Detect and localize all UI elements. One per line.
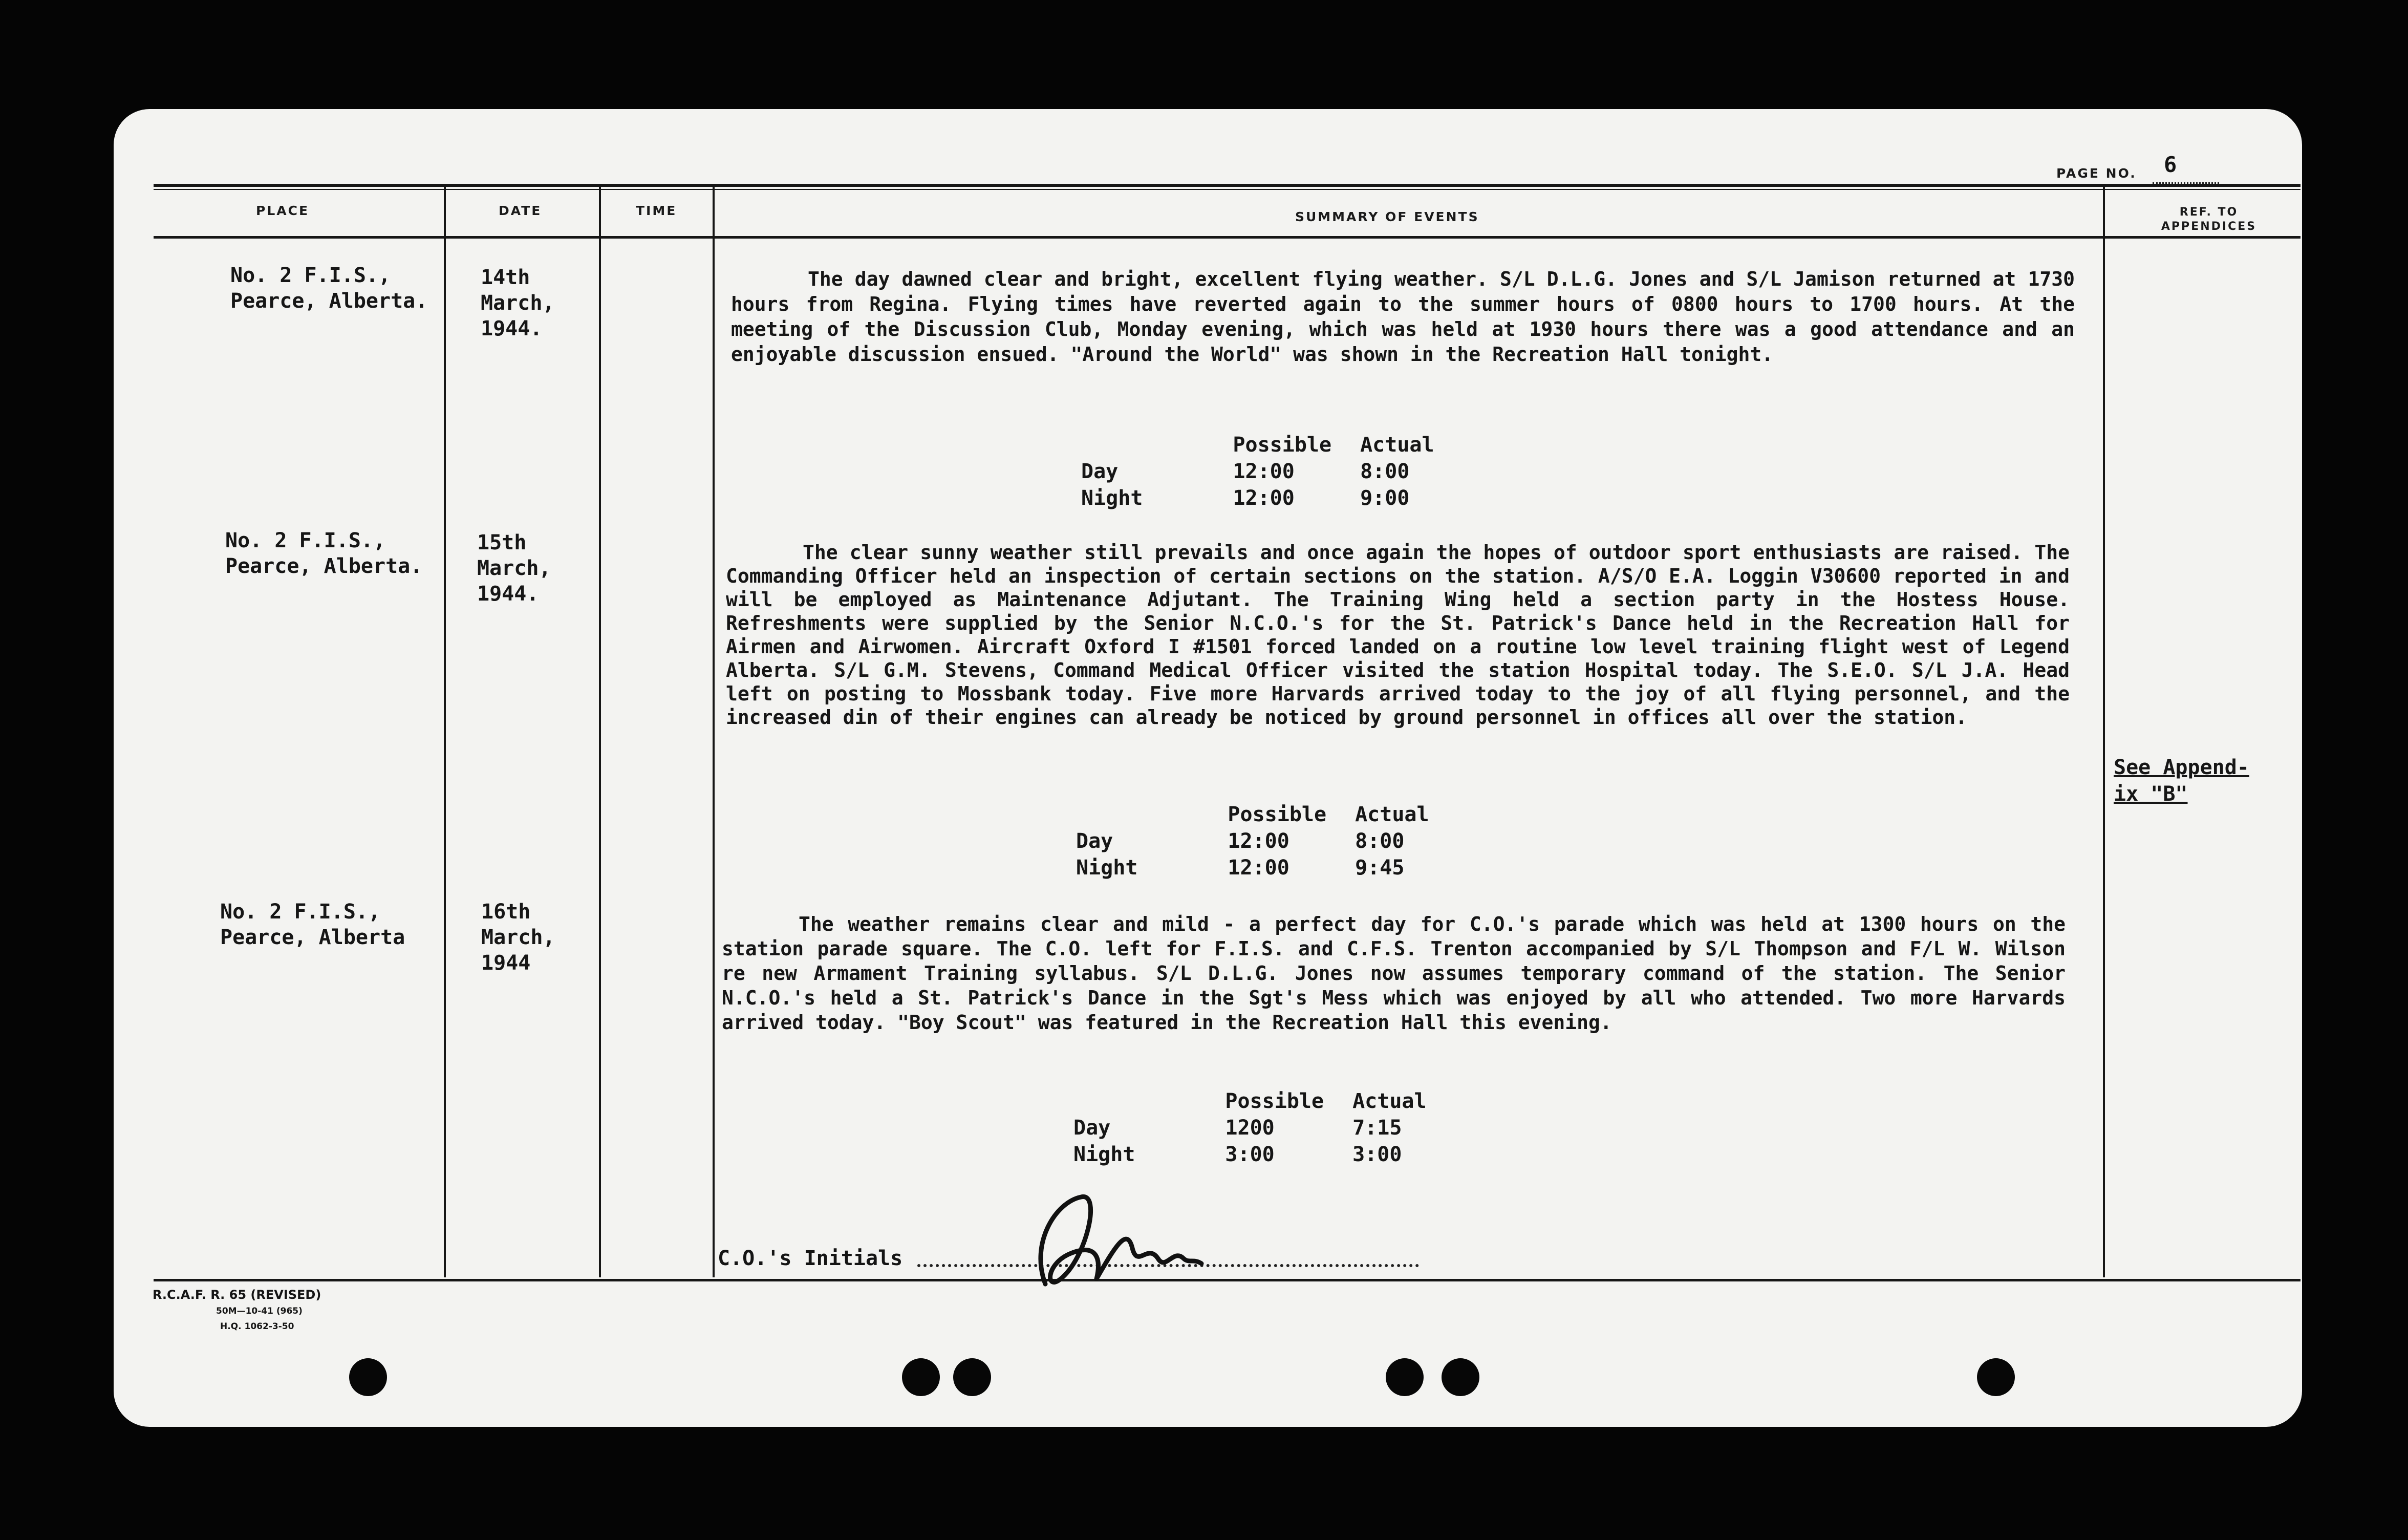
- form-sheet: [114, 109, 2302, 1427]
- row-label: Day: [1076, 829, 1113, 853]
- signature-icon: [1025, 1182, 1230, 1304]
- form-code-print-run: 50M—10-41 (965): [216, 1306, 303, 1316]
- possible-value: 12:00: [1233, 486, 1295, 510]
- actual-value: 8:00: [1355, 829, 1405, 853]
- binder-hole: [1977, 1358, 2015, 1396]
- col-possible: Possible: [1233, 433, 1332, 457]
- row-label: Night: [1081, 486, 1143, 510]
- binder-hole: [902, 1358, 940, 1396]
- entry-date: 15th March, 1944.: [477, 531, 551, 606]
- col-actual: Actual: [1352, 1089, 1427, 1113]
- binder-hole: [1386, 1358, 1424, 1396]
- header-rule: [154, 236, 2300, 239]
- row-label: Night: [1076, 856, 1138, 880]
- possible-value: 3:00: [1225, 1143, 1275, 1166]
- appendix-reference: See Append- ix "B": [2114, 756, 2249, 806]
- col-possible: Possible: [1225, 1089, 1324, 1113]
- entry-summary: The day dawned clear and bright, excellent flying weather. S/L D.L.G. Jones and S/L Jamison returned at 1730 hours from Regina. Flying times have reverted again to the summer hours of 0800 hours to 1700 hours. At the meeting of the Discussion Club, Monday evening, which was held at 1930 hours there was a good attendance and an enjoyable discussion ensued. "Around the World" was shown in the Recreation Hall tonight.: [731, 268, 2075, 366]
- col-actual: Actual: [1360, 433, 1434, 457]
- flying-times-table: [1076, 801, 1448, 881]
- entry-place: No. 2 F.I.S., Pearce, Alberta.: [230, 264, 428, 313]
- actual-value: 3:00: [1352, 1143, 1402, 1166]
- col-possible: Possible: [1228, 803, 1327, 826]
- binder-hole: [349, 1358, 387, 1396]
- form-code: R.C.A.F. R. 65 (REVISED): [153, 1288, 321, 1302]
- form-code-hq: H.Q. 1062-3-50: [220, 1321, 294, 1332]
- row-label: Day: [1073, 1116, 1111, 1140]
- entry-place: No. 2 F.I.S., Pearce, Alberta: [220, 900, 405, 949]
- col-divider-summary: [2103, 187, 2105, 1277]
- header-ref: REF. TO APPENDICES: [2161, 206, 2257, 233]
- possible-value: 12:00: [1228, 856, 1289, 880]
- possible-value: 1200: [1225, 1116, 1275, 1140]
- actual-value: 9:45: [1355, 856, 1405, 880]
- entry-date: 14th March, 1944.: [481, 266, 555, 340]
- header-summary: SUMMARY OF EVENTS: [1295, 209, 1479, 224]
- co-initials-label: C.O.'s Initials: [718, 1247, 903, 1270]
- flying-times-table: [1073, 1088, 1445, 1168]
- possible-value: 12:00: [1233, 460, 1295, 483]
- actual-value: 7:15: [1352, 1116, 1402, 1140]
- possible-value: 12:00: [1228, 829, 1289, 853]
- col-divider-time: [713, 187, 715, 1277]
- actual-value: 9:00: [1360, 486, 1410, 510]
- col-divider-place: [444, 187, 446, 1277]
- row-label: Day: [1081, 460, 1119, 483]
- entry-date: 16th March, 1944: [481, 900, 555, 975]
- header-place: PLACE: [256, 203, 310, 218]
- entry-summary: The clear sunny weather still prevails and once again the hopes of outdoor sport enthusiasts are raised. The Commanding Officer held an inspection of certain sections on the station. A/S/O E.A. Loggin V30600 reported in and will be employed as Maintenance Adjutant. The Training Wing held a section party in the Hostess House. Refreshments were supplied by the Senior N.C.O.'s for the St. Patrick's Dance held in the Recreation Hall for Airmen and Airwomen. Aircraft Oxford I #1501 forced landed on a routine low level training flight west of Legend Alberta. S/L G.M. Stevens, Command Medical Officer visited the station Hospital today. The S.E.O. S/L J.A. Head left on posting to Mossbank today. Five more Harvards arrived today to the joy of all flying personnel, and the increased din of their engines can already be noticed by ground personnel in offices all over the station.: [726, 541, 2070, 729]
- binder-hole: [953, 1358, 991, 1396]
- top-rule: [154, 184, 2300, 187]
- header-time: TIME: [636, 203, 677, 218]
- page-no-label: PAGE NO.: [2056, 166, 2137, 181]
- entry-place: No. 2 F.I.S., Pearce, Alberta.: [225, 529, 423, 578]
- entry-summary: The weather remains clear and mild - a perfect day for C.O.'s parade which was held at 1300 hours on the station parade square. The C.O. left for F.I.S. and C.F.S. Trenton accompanied by S/L Thompson and F/L W. Wilson re new Armament Training syllabus. S/L D.L.G. Jones now assumes temporary command of the station. The Senior N.C.O.'s held a St. Patrick's Dance in the Sgt's Mess which was enjoyed by all who attended. Two more Harvards arrived today. "Boy Scout" was featured in the Recreation Hall this evening.: [722, 913, 2066, 1034]
- binder-hole: [1442, 1358, 1479, 1396]
- header-date: DATE: [499, 203, 542, 218]
- page-no-value: 6: [2164, 152, 2177, 177]
- col-actual: Actual: [1355, 803, 1429, 826]
- actual-value: 8:00: [1360, 460, 1410, 483]
- flying-times-table: [1081, 432, 1453, 511]
- row-label: Night: [1073, 1143, 1135, 1166]
- col-divider-date: [599, 187, 601, 1277]
